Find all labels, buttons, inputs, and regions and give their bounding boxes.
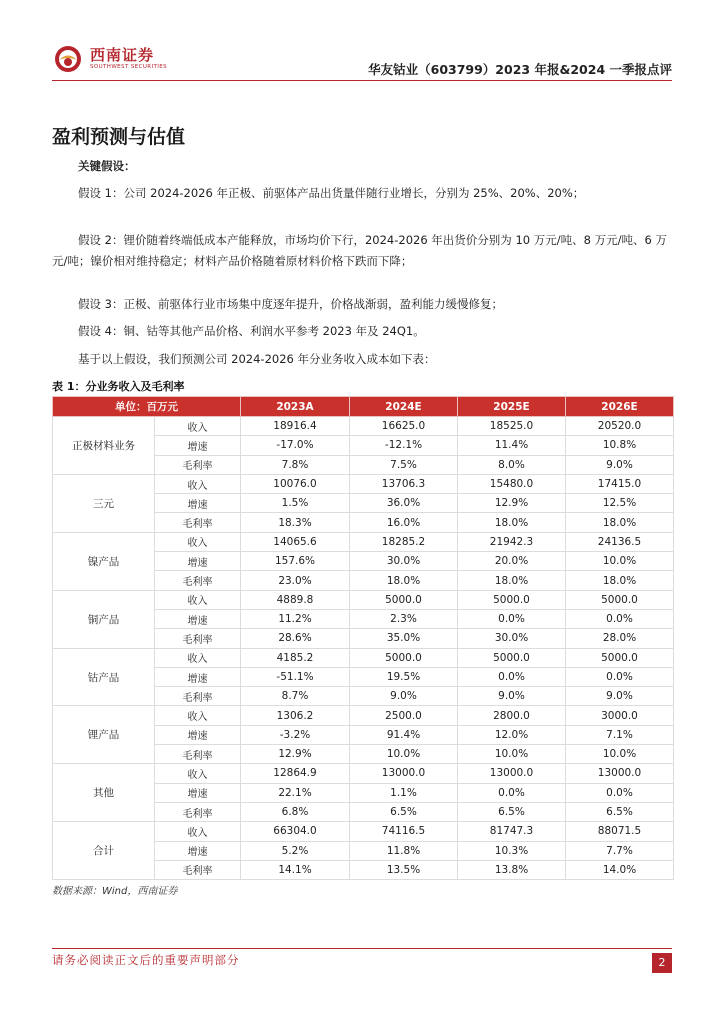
value-cell: 1306.2: [241, 706, 350, 725]
value-cell: 18285.2: [350, 532, 458, 551]
value-cell: 0.0%: [566, 783, 674, 802]
table-intro: 基于以上假设，我们预测公司 2024-2026 年分业务收入成本如下表：: [78, 352, 436, 366]
value-cell: 14.0%: [566, 860, 674, 879]
metric-label: 毛利率: [155, 571, 241, 590]
value-cell: 18.0%: [350, 571, 458, 590]
value-cell: 28.0%: [566, 629, 674, 648]
value-cell: 88071.5: [566, 822, 674, 841]
value-cell: 10.0%: [566, 745, 674, 764]
value-cell: 5000.0: [350, 648, 458, 667]
value-cell: 10076.0: [241, 474, 350, 493]
logo-name-cn: 西南证券: [90, 46, 155, 64]
year-header: 2026E: [566, 397, 674, 417]
logo-name-en: SOUTHWEST SECURITIES: [90, 64, 168, 70]
data-source: 数据来源：Wind，西南证券: [52, 886, 178, 897]
value-cell: 12.9%: [241, 745, 350, 764]
metric-label: 毛利率: [155, 745, 241, 764]
value-cell: 28.6%: [241, 629, 350, 648]
assumptions-heading: 关键假设：: [78, 159, 136, 173]
value-cell: 5000.0: [566, 590, 674, 609]
metric-label: 收入: [155, 590, 241, 609]
value-cell: -51.1%: [241, 667, 350, 686]
value-cell: 10.0%: [350, 745, 458, 764]
value-cell: 12.9%: [458, 494, 566, 513]
table-row: [53, 590, 674, 609]
table-row: [53, 474, 674, 493]
value-cell: 10.0%: [566, 552, 674, 571]
value-cell: 13000.0: [350, 764, 458, 783]
value-cell: 12.0%: [458, 725, 566, 744]
value-cell: 20.0%: [458, 552, 566, 571]
page-number: 2: [652, 953, 672, 973]
value-cell: -12.1%: [350, 436, 458, 455]
value-cell: 10.3%: [458, 841, 566, 860]
value-cell: 13706.3: [350, 474, 458, 493]
value-cell: 13.8%: [458, 860, 566, 879]
table-row: [53, 706, 674, 725]
assumption-3: 假设 3：正极、前驱体行业市场集中度逐年提升，价格战渐弱，盈利能力缓慢修复；: [78, 297, 503, 311]
value-cell: 36.0%: [350, 494, 458, 513]
value-cell: 35.0%: [350, 629, 458, 648]
table-row: [53, 532, 674, 551]
value-cell: 8.7%: [241, 687, 350, 706]
section-title: 盈利预测与估值: [52, 126, 186, 148]
value-cell: 7.8%: [241, 455, 350, 474]
segment-name: 镍产品: [53, 532, 155, 590]
segment-name: 铜产品: [53, 590, 155, 648]
header-divider: [52, 80, 672, 81]
value-cell: 30.0%: [458, 629, 566, 648]
segment-name: 锂产品: [53, 706, 155, 764]
metric-label: 增速: [155, 783, 241, 802]
value-cell: 2.3%: [350, 609, 458, 628]
company-logo: [52, 43, 212, 77]
table-row: [53, 648, 674, 667]
value-cell: 81747.3: [458, 822, 566, 841]
value-cell: 22.1%: [241, 783, 350, 802]
value-cell: 30.0%: [350, 552, 458, 571]
table-row: [53, 764, 674, 783]
table-header-row: [53, 397, 674, 417]
value-cell: 6.8%: [241, 802, 350, 821]
value-cell: -3.2%: [241, 725, 350, 744]
disclaimer-note: 请务必阅读正文后的重要声明部分: [52, 953, 240, 967]
metric-label: 收入: [155, 417, 241, 436]
value-cell: 10.8%: [566, 436, 674, 455]
value-cell: 1.5%: [241, 494, 350, 513]
value-cell: 11.4%: [458, 436, 566, 455]
value-cell: 6.5%: [458, 802, 566, 821]
value-cell: 5000.0: [566, 648, 674, 667]
value-cell: 2800.0: [458, 706, 566, 725]
metric-label: 毛利率: [155, 860, 241, 879]
value-cell: 16.0%: [350, 513, 458, 532]
value-cell: 13.5%: [350, 860, 458, 879]
metric-label: 毛利率: [155, 802, 241, 821]
year-header: 2023A: [241, 397, 350, 417]
value-cell: 9.0%: [566, 455, 674, 474]
metric-label: 增速: [155, 841, 241, 860]
segment-name: 其他: [53, 764, 155, 822]
metric-label: 收入: [155, 706, 241, 725]
table-caption: 表 1：分业务收入及毛利率: [52, 380, 185, 393]
value-cell: 8.0%: [458, 455, 566, 474]
revenue-margin-table: [52, 396, 674, 880]
value-cell: 18.0%: [566, 513, 674, 532]
segment-name: 正极材料业务: [53, 417, 155, 475]
value-cell: 3000.0: [566, 706, 674, 725]
value-cell: 19.5%: [350, 667, 458, 686]
metric-label: 增速: [155, 552, 241, 571]
metric-label: 增速: [155, 725, 241, 744]
value-cell: 2500.0: [350, 706, 458, 725]
value-cell: 10.0%: [458, 745, 566, 764]
value-cell: 12.5%: [566, 494, 674, 513]
segment-name: 三元: [53, 474, 155, 532]
segment-name: 钴产品: [53, 648, 155, 706]
metric-label: 收入: [155, 648, 241, 667]
metric-label: 增速: [155, 667, 241, 686]
value-cell: 0.0%: [458, 667, 566, 686]
value-cell: 91.4%: [350, 725, 458, 744]
value-cell: 5000.0: [350, 590, 458, 609]
metric-label: 毛利率: [155, 629, 241, 648]
value-cell: 5.2%: [241, 841, 350, 860]
metric-label: 收入: [155, 474, 241, 493]
segment-name: 合计: [53, 822, 155, 880]
value-cell: 6.5%: [566, 802, 674, 821]
value-cell: 11.8%: [350, 841, 458, 860]
value-cell: -17.0%: [241, 436, 350, 455]
value-cell: 0.0%: [458, 783, 566, 802]
value-cell: 5000.0: [458, 590, 566, 609]
value-cell: 13000.0: [458, 764, 566, 783]
year-header: 2024E: [350, 397, 458, 417]
value-cell: 15480.0: [458, 474, 566, 493]
value-cell: 18.0%: [566, 571, 674, 590]
value-cell: 4185.2: [241, 648, 350, 667]
metric-label: 增速: [155, 609, 241, 628]
value-cell: 18916.4: [241, 417, 350, 436]
assumption-1: 假设 1：公司 2024-2026 年正极、前驱体产品出货量伴随行业增长，分别为 25%、20%、20%；: [78, 186, 585, 200]
value-cell: 18.0%: [458, 571, 566, 590]
value-cell: 6.5%: [350, 802, 458, 821]
value-cell: 18.3%: [241, 513, 350, 532]
value-cell: 74116.5: [350, 822, 458, 841]
logo-mark-icon: [54, 45, 82, 73]
assumption-2: 假设 2：锂价随着终端低成本产能释放，市场均价下行，2024-2026 年出货价分别为 10 万元/吨、8 万元/吨、6 万元/吨；镍价相对维持稳定；材料产品价格随着原材料价格下跌而下降；: [52, 233, 667, 268]
value-cell: 16625.0: [350, 417, 458, 436]
value-cell: 12864.9: [241, 764, 350, 783]
report-title: 华友钴业（603799）2023 年报&2024 一季报点评: [368, 62, 672, 77]
metric-label: 收入: [155, 822, 241, 841]
table-row: [53, 822, 674, 841]
unit-header: 单位：百万元: [53, 397, 241, 417]
value-cell: 7.1%: [566, 725, 674, 744]
value-cell: 14065.6: [241, 532, 350, 551]
value-cell: 17415.0: [566, 474, 674, 493]
value-cell: 0.0%: [566, 609, 674, 628]
value-cell: 5000.0: [458, 648, 566, 667]
value-cell: 0.0%: [458, 609, 566, 628]
value-cell: 21942.3: [458, 532, 566, 551]
table-row: [53, 417, 674, 436]
value-cell: 9.0%: [350, 687, 458, 706]
footer-divider: [52, 948, 672, 949]
value-cell: 9.0%: [458, 687, 566, 706]
value-cell: 7.5%: [350, 455, 458, 474]
value-cell: 157.6%: [241, 552, 350, 571]
value-cell: 4889.8: [241, 590, 350, 609]
metric-label: 收入: [155, 764, 241, 783]
metric-label: 毛利率: [155, 513, 241, 532]
value-cell: 9.0%: [566, 687, 674, 706]
year-header: 2025E: [458, 397, 566, 417]
metric-label: 增速: [155, 494, 241, 513]
value-cell: 1.1%: [350, 783, 458, 802]
page-header: [52, 40, 672, 80]
assumption-4: 假设 4：铜、钴等其他产品价格、利润水平参考 2023 年及 24Q1。: [78, 324, 425, 338]
value-cell: 7.7%: [566, 841, 674, 860]
metric-label: 收入: [155, 532, 241, 551]
metric-label: 增速: [155, 436, 241, 455]
metric-label: 毛利率: [155, 687, 241, 706]
value-cell: 0.0%: [566, 667, 674, 686]
table-body: [53, 417, 674, 880]
metric-label: 毛利率: [155, 455, 241, 474]
value-cell: 18.0%: [458, 513, 566, 532]
value-cell: 66304.0: [241, 822, 350, 841]
value-cell: 13000.0: [566, 764, 674, 783]
value-cell: 20520.0: [566, 417, 674, 436]
value-cell: 11.2%: [241, 609, 350, 628]
value-cell: 24136.5: [566, 532, 674, 551]
value-cell: 14.1%: [241, 860, 350, 879]
value-cell: 23.0%: [241, 571, 350, 590]
value-cell: 18525.0: [458, 417, 566, 436]
